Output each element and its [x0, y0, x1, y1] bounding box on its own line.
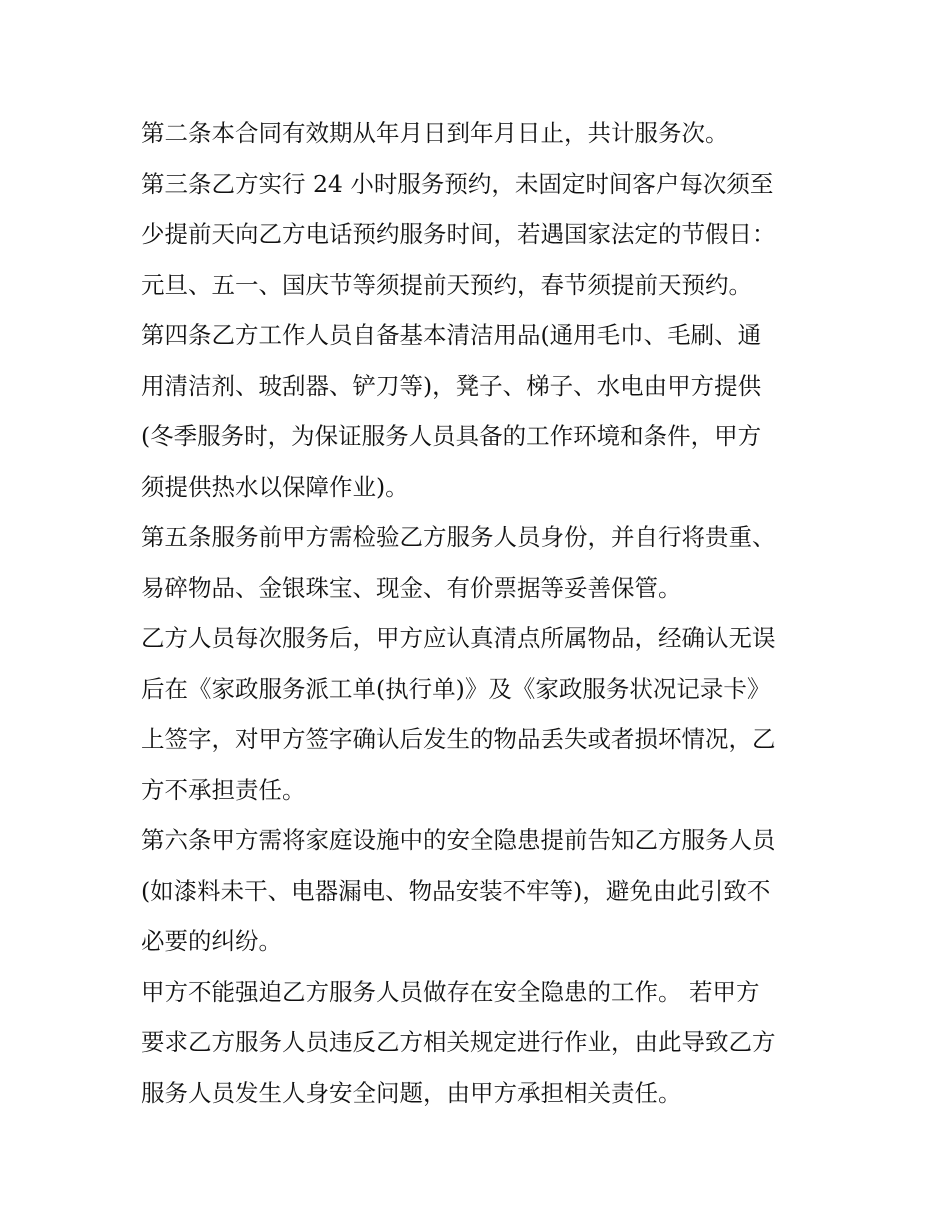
text-line-clause-5-b: 易碎物品、金银珠宝、现金、有价票据等妥善保管。: [141, 573, 682, 602]
text-line-clause-6-b: (如漆料未干、电器漏电、物品安装不牢等)，避免由此引致不: [141, 876, 771, 905]
text-line-para-b1: 甲方不能强迫乙方服务人员做存在安全隐患的工作。 若甲方: [141, 977, 760, 1006]
text-line-clause-4-d: 须提供热水以保障作业)。: [141, 472, 409, 501]
text-line-clause-5-a: 第五条服务前甲方需检验乙方服务人员身份，并自行将贵重、: [141, 523, 776, 551]
text-line-clause-4-a: 第四条乙方工作人员自备基本清洁用品(通用毛巾、毛刷、通: [141, 321, 762, 349]
text-line-clause-3-c: 元旦、五一、国庆节等须提前天预约，春节须提前天预约。: [141, 270, 752, 299]
text-line-clause-2: 第二条本合同有效期从年月日到年月日止，共计服务次。: [141, 119, 729, 147]
text-line-clause-6-c: 必要的纠纷。: [141, 927, 282, 955]
text-line-para-a2: 后在《家政服务派工单(执行单)》及《家政服务状况记录卡》: [141, 674, 771, 703]
text-line-clause-3-b: 少提前天向乙方电话预约服务时间，若遇国家法定的节假日：: [141, 220, 776, 248]
text-line-para-b2: 要求乙方服务人员违反乙方相关规定进行作业，由此导致乙方: [141, 1028, 776, 1056]
contract-text-body: [141, 108, 821, 1118]
text-line-clause-6-a: 第六条甲方需将家庭设施中的安全隐患提前告知乙方服务人员: [141, 826, 776, 854]
text-line-para-b3: 服务人员发生人身安全问题，由甲方承担相关责任。: [141, 1078, 682, 1107]
text-line-clause-4-c: (冬季服务时，为保证服务人员具备的工作环境和条件，甲方: [141, 422, 762, 450]
text-line-para-a3: 上签字，对甲方签字确认后发生的物品丢失或者损坏情况，乙: [141, 725, 776, 753]
text-line-clause-4-b: 用清洁剂、玻刮器、铲刀等)，凳子、梯子、水电由甲方提供: [141, 371, 762, 400]
text-line-clause-3-a: 第三条乙方实行 24 小时服务预约，未固定时间客户每次须至: [141, 169, 774, 198]
text-line-para-a4: 方不承担责任。: [141, 775, 306, 804]
text-line-para-a1: 乙方人员每次服务后，甲方应认真清点所属物品，经确认无误: [141, 624, 776, 652]
